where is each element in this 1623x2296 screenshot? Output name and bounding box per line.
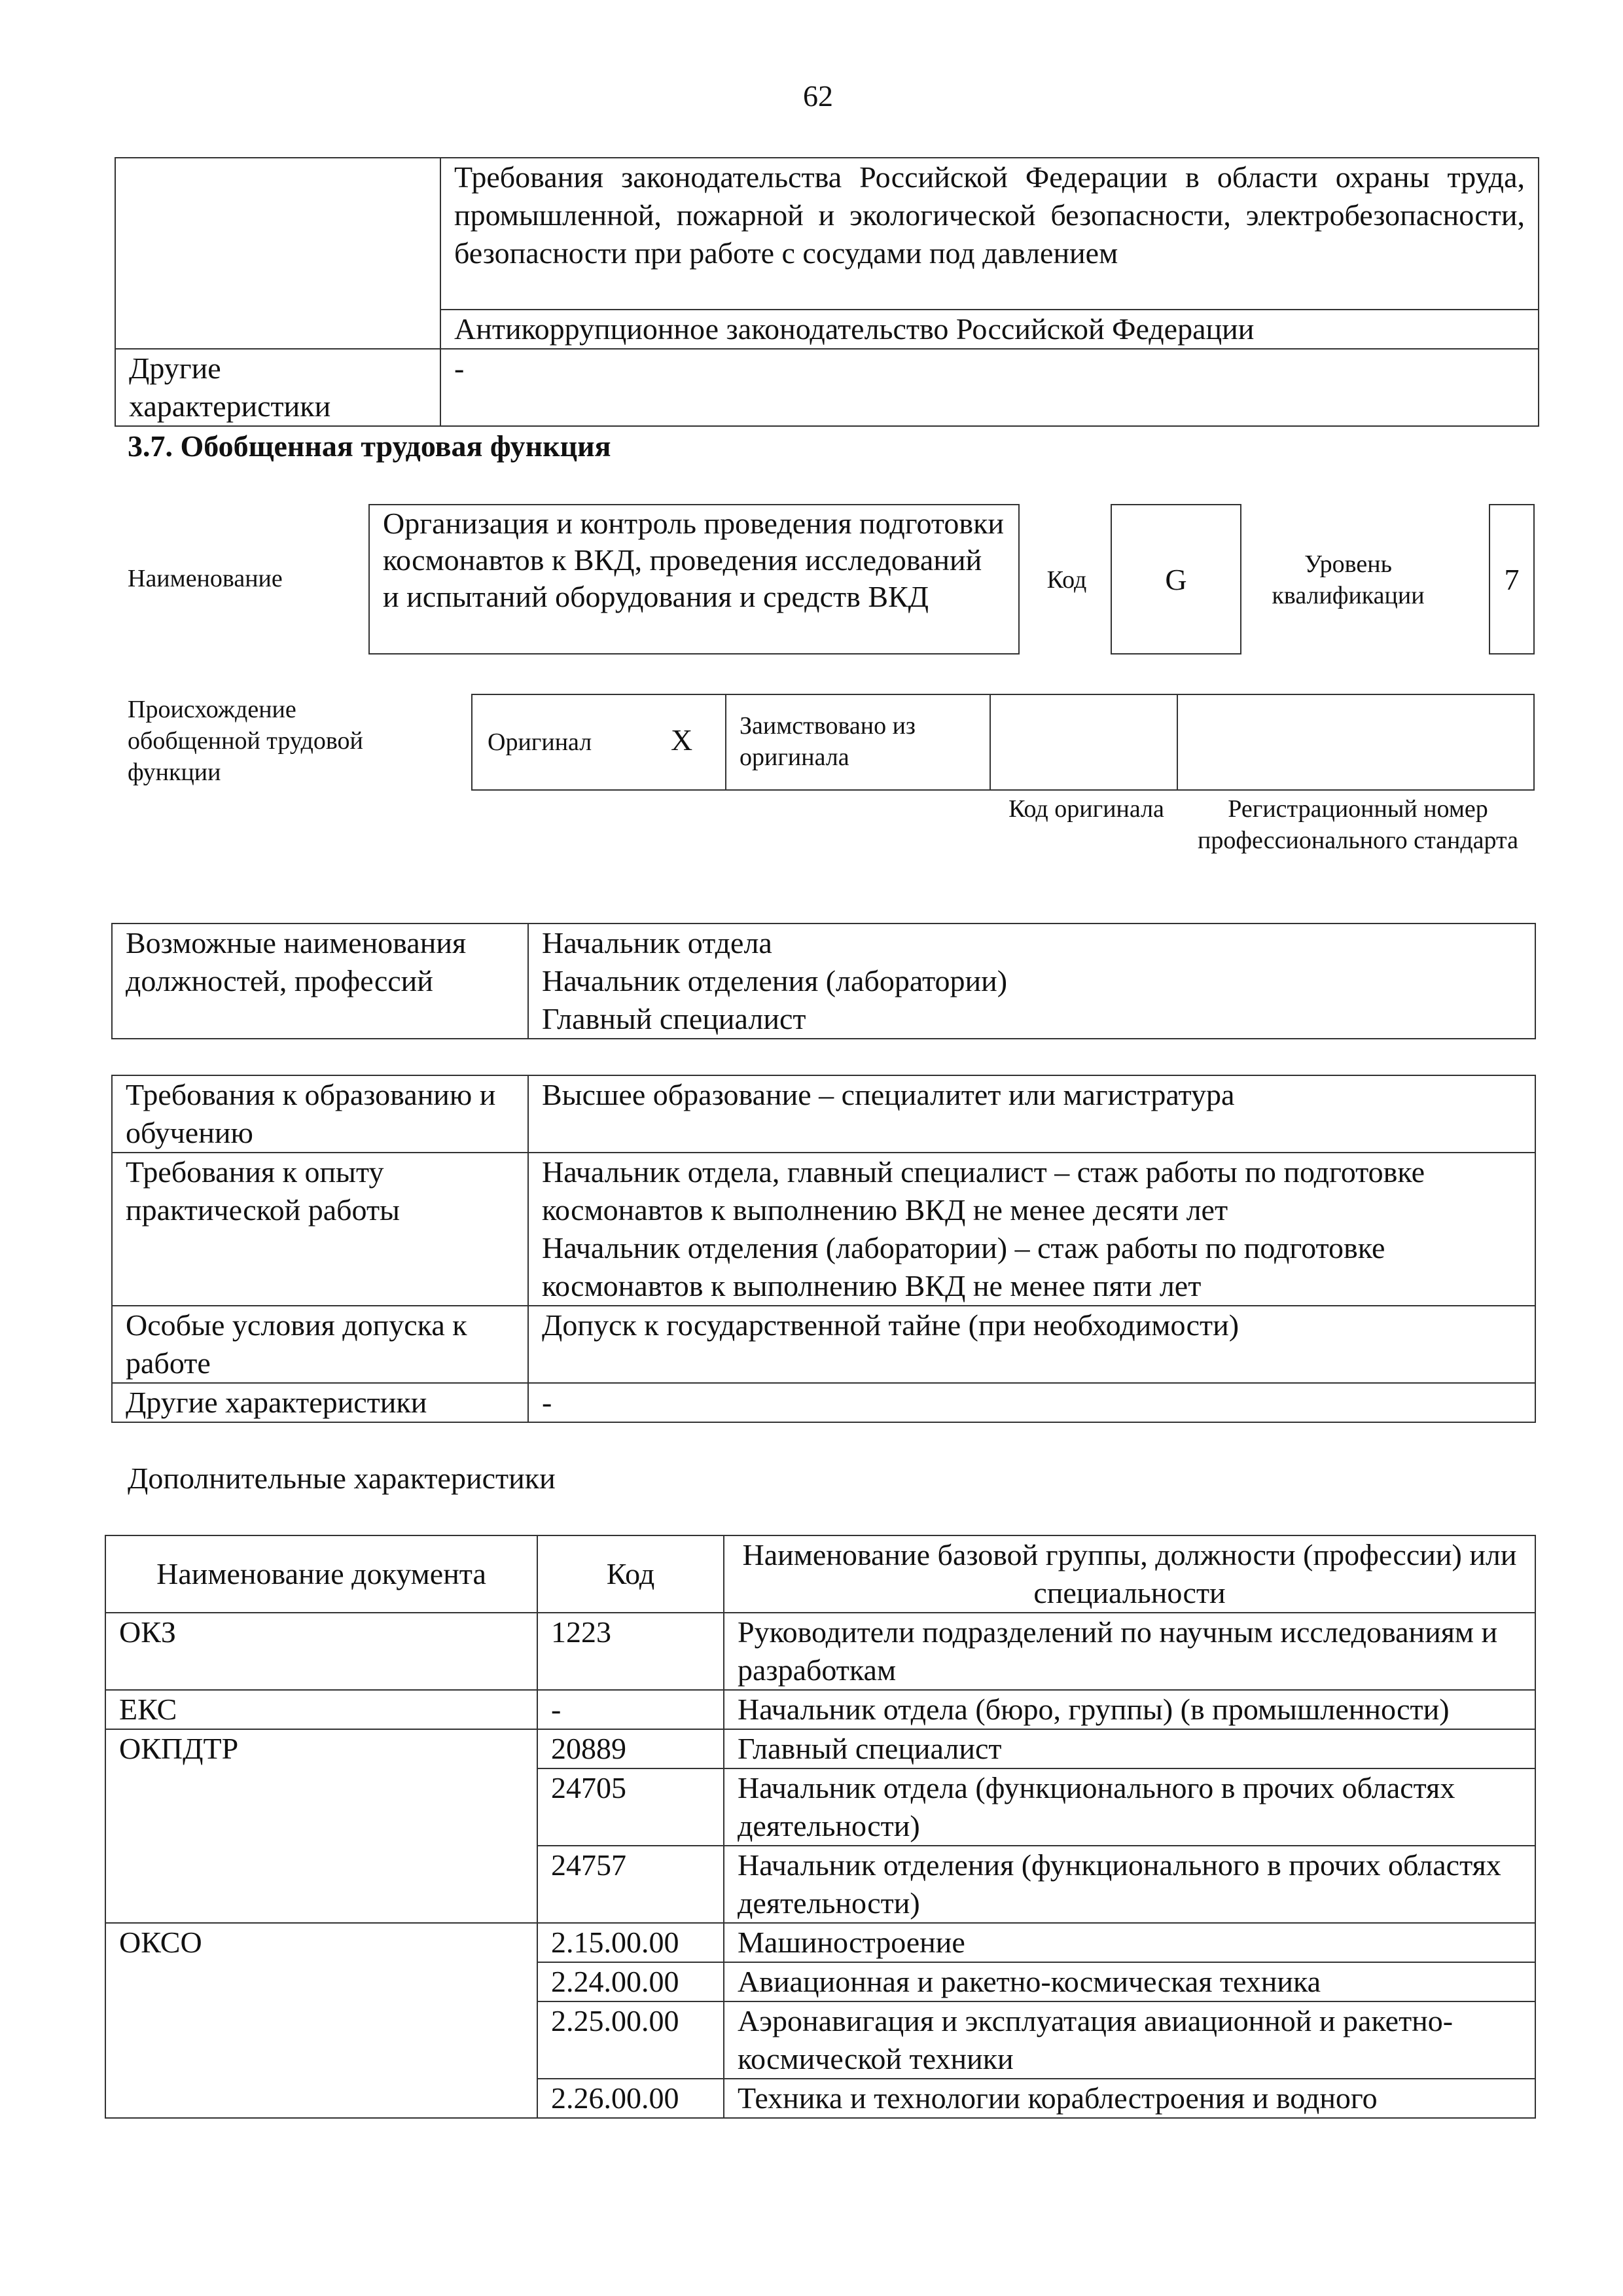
- doc-cell: ОКЗ: [105, 1613, 537, 1690]
- name-cell: Начальник отдела (бюро, группы) (в промышленности): [724, 1690, 1535, 1729]
- requirement-line: Начальник отдела, главный специалист – стаж работы по подготовке космонавтов к выполнению ВКД не менее десяти лет: [542, 1155, 1425, 1227]
- position-item: Главный специалист: [542, 1002, 806, 1035]
- requirement-label: Требования к образованию и обучению: [112, 1075, 528, 1153]
- name-cell: Машиностроение: [724, 1923, 1535, 1962]
- top-table-empty-cell: [115, 158, 440, 349]
- top-other-value: -: [440, 349, 1539, 426]
- code-cell: 2.25.00.00: [537, 2001, 724, 2079]
- name-label: Наименование: [128, 565, 283, 592]
- requirements-table: [111, 1075, 1536, 1423]
- name-cell: Главный специалист: [724, 1729, 1535, 1768]
- name-cell: Руководители подразделений по научным исследованиям и разработкам: [724, 1613, 1535, 1690]
- name-cell: Авиационная и ракетно-космическая техника: [724, 1962, 1535, 2001]
- origin-box: [471, 694, 1535, 791]
- code-value-box: G: [1111, 504, 1241, 655]
- function-name-box: Организация и контроль проведения подготовки космонавтов к ВКД, проведения исследований и испытаний оборудования и средств ВКД: [368, 504, 1020, 655]
- requirement-value: -: [528, 1383, 1535, 1422]
- origin-label: Происхождение обобщенной трудовой функции: [128, 696, 363, 786]
- positions-table: [111, 923, 1536, 1039]
- original-label: Оригинал: [488, 728, 592, 756]
- header-doc: Наименование документа: [105, 1535, 537, 1613]
- positions-list: [528, 924, 1535, 1039]
- origin-divider: [1177, 694, 1178, 791]
- name-cell: Техника и технологии кораблестроения и водного: [724, 2079, 1535, 2118]
- name-cell: Аэронавигация и эксплуатация авиационной и ракетно-космической техники: [724, 2001, 1535, 2079]
- code-cell: 24705: [537, 1768, 724, 1846]
- level-label: Уровень квалификации: [1272, 550, 1425, 609]
- code-original-caption: Код оригинала: [1008, 795, 1164, 823]
- page-number: 62: [803, 79, 833, 113]
- code-cell: 2.26.00.00: [537, 2079, 724, 2118]
- code-cell: 20889: [537, 1729, 724, 1768]
- code-cell: 2.24.00.00: [537, 1962, 724, 2001]
- original-mark: X: [671, 723, 693, 757]
- doc-cell: ОКСО: [105, 1923, 537, 2118]
- header-name: Наименование базовой группы, должности (профессии) или специальности: [724, 1535, 1535, 1613]
- code-cell: 1223: [537, 1613, 724, 1690]
- header-code: Код: [537, 1535, 724, 1613]
- doc-cell: ЕКС: [105, 1690, 537, 1729]
- positions-label: Возможные наименования должностей, профессий: [112, 924, 528, 1039]
- borrowed-label: Заимствовано из оригинала: [740, 712, 916, 771]
- table-row: [105, 1690, 1535, 1729]
- requirement-label: Другие характеристики: [112, 1383, 528, 1422]
- code-cell: 24757: [537, 1846, 724, 1923]
- doc-cell: ОКПДТР: [105, 1729, 537, 1923]
- section-title: 3.7. Обобщенная трудовая функция: [128, 429, 611, 463]
- requirement-value: Допуск к государственной тайне (при необходимости): [528, 1306, 1535, 1383]
- name-cell: Начальник отдела (функционального в прочих областях деятельности): [724, 1768, 1535, 1846]
- requirement-label: Особые условия допуска к работе: [112, 1306, 528, 1383]
- requirement-label: Требования к опыту практической работы: [112, 1153, 528, 1306]
- code-cell: 2.15.00.00: [537, 1923, 724, 1962]
- requirement-line: Начальник отделения (лаборатории) – стаж работы по подготовке космонавтов к выполнению ВКД не менее пяти лет: [542, 1231, 1385, 1302]
- additional-title: Дополнительные характеристики: [128, 1462, 556, 1495]
- name-cell: Начальник отделения (функционального в прочих областях деятельности): [724, 1846, 1535, 1923]
- anticorruption-cell: Антикоррупционное законодательство Российской Федерации: [440, 310, 1539, 349]
- reg-number-caption: Регистрационный номер профессионального стандарта: [1198, 795, 1518, 854]
- table-row: [105, 1923, 1535, 1962]
- req-law-cell: Требования законодательства Российской Федерации в области охраны труда, промышленной, пожарной и экологической безопасности, электробезопасности, безопасности при работе с сосудами под давлением: [440, 158, 1539, 310]
- code-label: Код: [1046, 566, 1087, 594]
- table-row: [105, 1729, 1535, 1768]
- top-table: [115, 157, 1539, 427]
- origin-divider: [990, 694, 991, 791]
- origin-divider: [725, 694, 726, 791]
- additional-table: [105, 1535, 1536, 2119]
- position-item: Начальник отдела: [542, 926, 772, 960]
- requirement-value: Высшее образование – специалитет или магистратура: [528, 1075, 1535, 1153]
- table-row: [105, 1613, 1535, 1690]
- requirement-value: [528, 1153, 1535, 1306]
- position-item: Начальник отделения (лаборатории): [542, 964, 1008, 997]
- top-other-label: Другие характеристики: [115, 349, 440, 426]
- code-cell: -: [537, 1690, 724, 1729]
- level-value-box: 7: [1489, 504, 1535, 655]
